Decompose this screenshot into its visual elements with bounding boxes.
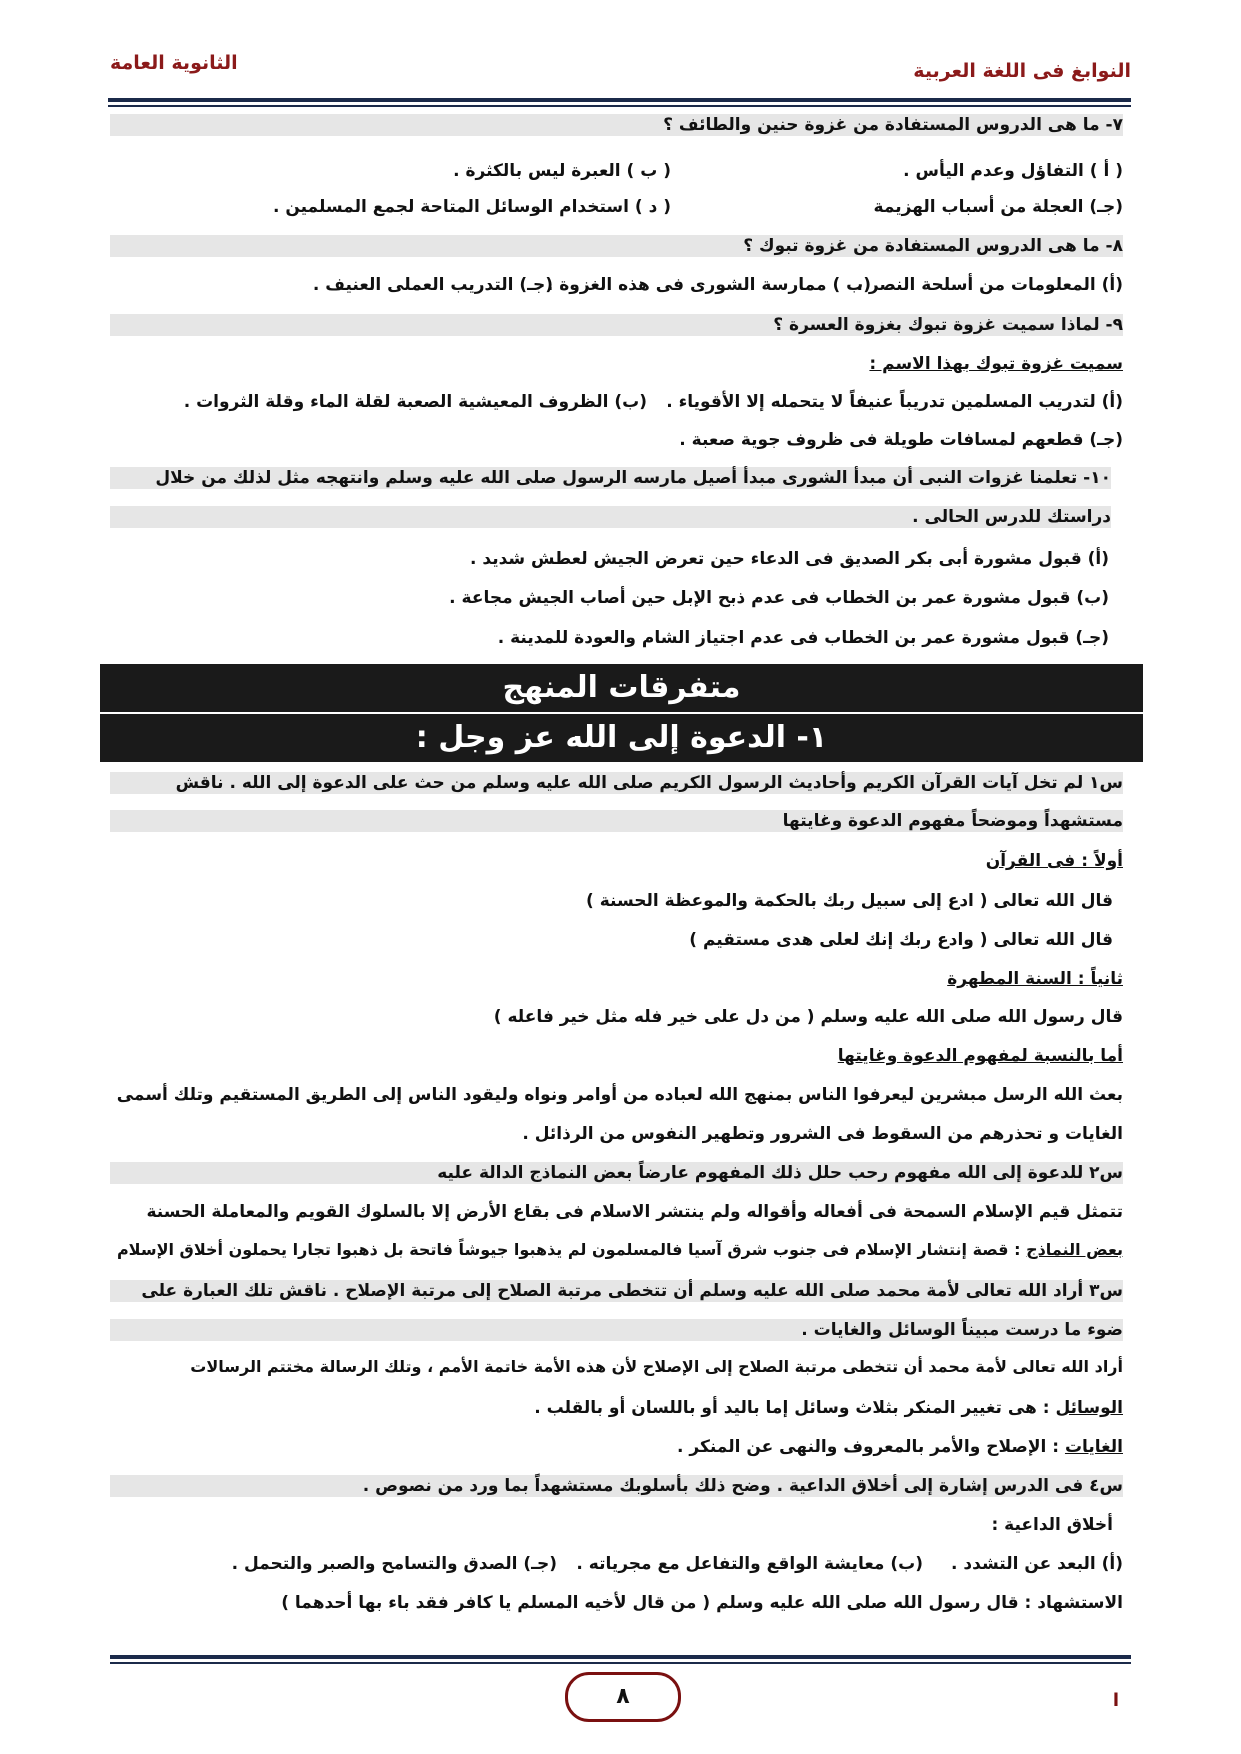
s2-examples-text: : قصة إنتشار الإسلام فى جنوب شرق آسيا فالمسلمون لم يذهبوا جيوشاً فاتحة بل ذهبوا تجارا يحملون أخلاق الإسلام bbox=[116, 1240, 1021, 1259]
q7-question: ٧- ما هى الدروس المستفادة من غزوة حنين والطائف ؟ bbox=[110, 114, 1123, 136]
s4-option-a: (أ) البعد عن التشدد . bbox=[951, 1554, 1123, 1574]
s1-verse-2: قال الله تعالى ( وادع ربك إنك لعلى هدى مستقيم ) bbox=[689, 930, 1113, 950]
s3-answer: أراد الله تعالى لأمة محمد أن تتخطى مرتبة الصلاح إلى الإصلاح لأن هذه الأمة خاتمة الأمم ، وتلك الرسالة مختتم الرسالات bbox=[190, 1357, 1123, 1376]
s1-concept-line2: الغايات و تحذرهم من السقوط فى الشرور وتطهير النفوس من الرذائل . bbox=[522, 1124, 1123, 1144]
s3-means-text: : هى تغيير المنكر بثلاث وسائل إما باليد أو باللسان أو بالقلب . bbox=[534, 1398, 1050, 1418]
corner-mark: ا bbox=[1112, 1690, 1119, 1711]
q7-options-row1 bbox=[110, 160, 1123, 182]
q9-lead-text: سميت غزوة تبوك بهذا الاسم : bbox=[869, 354, 1123, 374]
page-number-badge: ٨ bbox=[565, 1672, 681, 1722]
s3-goals bbox=[110, 1436, 1123, 1458]
s4-question: س٤ فى الدرس إشارة إلى أخلاق الداعية . وضح ذلك بأسلوبك مستشهداً بما ورد من نصوص . bbox=[110, 1475, 1123, 1497]
footer-divider bbox=[110, 1655, 1131, 1659]
q7-options-row2 bbox=[110, 196, 1123, 218]
s2-question: س٢ للدعوة إلى الله مفهوم رحب حلل ذلك المفهوم عارضاً بعض النماذج الدالة عليه bbox=[110, 1162, 1123, 1184]
s2-examples-label: بعض النماذج bbox=[1026, 1240, 1123, 1259]
section-banner-title: متفرقات المنهج bbox=[100, 664, 1143, 712]
q9-lead bbox=[110, 353, 1123, 375]
q7-option-a: ( أ ) التفاؤل وعدم اليأس . bbox=[903, 161, 1123, 181]
q8-option-c: (جـ) التدريب العملى العنيف . bbox=[312, 275, 553, 295]
q9-option-c: (جـ) قطعهم لمسافات طويلة فى ظروف جوية صعبة . bbox=[679, 430, 1123, 450]
q8-question: ٨- ما هى الدروس المستفادة من غزوة تبوك ؟ bbox=[110, 235, 1123, 257]
s1-question-line1: س١ لم تخل آيات القرآن الكريم وأحاديث الرسول الكريم صلى الله عليه وسلم من حث على الدعوة إلى الله . ناقش bbox=[110, 772, 1123, 794]
header-grade: الثانوية العامة bbox=[110, 52, 238, 74]
s1-concept-line1: بعث الله الرسل مبشرين ليعرفوا الناس بمنهج الله لعباده من أوامر ونواه وليقود الناس إلى الطريق المستقيم وتلك أسمى bbox=[116, 1085, 1123, 1105]
q9-option-b: (ب) الظروف المعيشية الصعبة لقلة الماء وقلة الثروات . bbox=[183, 392, 647, 412]
s3-goals-text: : الإصلاح والأمر بالمعروف والنهى عن المنكر . bbox=[677, 1437, 1060, 1457]
s4-option-c: (جـ) الصدق والتسامح والصبر والتحمل . bbox=[231, 1554, 557, 1574]
s1-first-heading-text: أولاً : فى القرآن bbox=[985, 851, 1123, 871]
s4-proof: الاستشهاد : قال رسول الله صلى الله عليه وسلم ( من قال لأخيه المسلم يا كافر فقد باء بها أحدهما ) bbox=[281, 1593, 1123, 1613]
q8-option-b: (ب ) ممارسة الشورى فى هذه الغزوة . bbox=[546, 275, 871, 295]
s4-option-b: (ب) معايشة الواقع والتفاعل مع مجرياته . bbox=[576, 1554, 923, 1574]
s1-concept-heading-text: أما بالنسبة لمفهوم الدعوة وغايتها bbox=[837, 1046, 1123, 1066]
q7-option-d: ( د ) استخدام الوسائل المتاحة لجمع المسلمين . bbox=[272, 197, 671, 217]
s4-options bbox=[110, 1553, 1123, 1575]
s1-second-heading bbox=[110, 968, 1123, 990]
header-divider bbox=[108, 98, 1131, 102]
header-title: النوابغ فى اللغة العربية bbox=[913, 60, 1131, 82]
s1-question-line2: مستشهداً وموضحاً مفهوم الدعوة وغايتها bbox=[110, 810, 1123, 832]
q10-option-b: (ب) قبول مشورة عمر بن الخطاب فى عدم ذبح الإبل حين أصاب الجيش مجاعة . bbox=[449, 588, 1109, 608]
s3-goals-label: الغايات bbox=[1064, 1437, 1123, 1457]
s2-answer-line1: تتمثل قيم الإسلام السمحة فى أفعاله وأقواله ولم ينتشر الاسلام فى بقاع الأرض إلا بالسلوك القويم والمعاملة الحسنة bbox=[146, 1202, 1123, 1222]
s1-second-heading-text: ثانياً : السنة المطهرة bbox=[947, 969, 1123, 989]
s4-lead: أخلاق الداعية : bbox=[991, 1515, 1113, 1535]
s2-answer-line2 bbox=[110, 1240, 1123, 1261]
q8-option-a: (أ) المعلومات من أسلحة النصر . bbox=[856, 275, 1123, 295]
s3-question-line2: ضوء ما درست مبيناً الوسائل والغايات . bbox=[110, 1319, 1123, 1341]
s3-question-line1: س٣ أراد الله تعالى لأمة محمد صلى الله عليه وسلم أن تتخطى مرتبة الصلاح إلى مرتبة الإصلاح . ناقش تلك العبارة على bbox=[110, 1280, 1123, 1302]
s1-hadith: قال رسول الله صلى الله عليه وسلم ( من دل على خير فله مثل خير فاعله ) bbox=[493, 1007, 1123, 1027]
section-banner-subtitle: ١- الدعوة إلى الله عز وجل : bbox=[100, 714, 1143, 762]
q10-option-c: (جـ) قبول مشورة عمر بن الخطاب فى عدم اجتياز الشام والعودة للمدينة . bbox=[497, 628, 1109, 648]
footer-divider-thin bbox=[110, 1662, 1131, 1664]
q7-option-c: (جـ) العجلة من أسباب الهزيمة bbox=[873, 197, 1123, 217]
q9-options-row1 bbox=[110, 391, 1123, 413]
q7-option-b: ( ب ) العبرة ليس بالكثرة . bbox=[453, 161, 671, 181]
s1-verse-1: قال الله تعالى ( ادع إلى سبيل ربك بالحكمة والموعظة الحسنة ) bbox=[586, 891, 1113, 911]
s3-means-label: الوسائل bbox=[1055, 1398, 1123, 1418]
header-divider-thin bbox=[108, 105, 1131, 107]
s1-concept-heading bbox=[110, 1045, 1123, 1067]
q10-question-line2: دراستك للدرس الحالى . bbox=[110, 506, 1111, 528]
q10-question-line1: ١٠- تعلمنا غزوات النبى أن مبدأ الشورى مبدأ أصيل مارسه الرسول صلى الله عليه وسلم وانتهجه مثل لذلك من خلال bbox=[110, 467, 1111, 489]
s3-means bbox=[110, 1397, 1123, 1419]
q9-question: ٩- لماذا سميت غزوة تبوك بغزوة العسرة ؟ bbox=[110, 314, 1123, 336]
q10-option-a: (أ) قبول مشورة أبى بكر الصديق فى الدعاء حين تعرض الجيش لعطش شديد . bbox=[470, 549, 1109, 569]
s1-first-heading bbox=[110, 850, 1123, 872]
q9-option-a: (أ) لتدريب المسلمين تدريباً عنيفاً لا يتحمله إلا الأقوياء . bbox=[666, 392, 1123, 412]
q8-options bbox=[110, 274, 1123, 296]
